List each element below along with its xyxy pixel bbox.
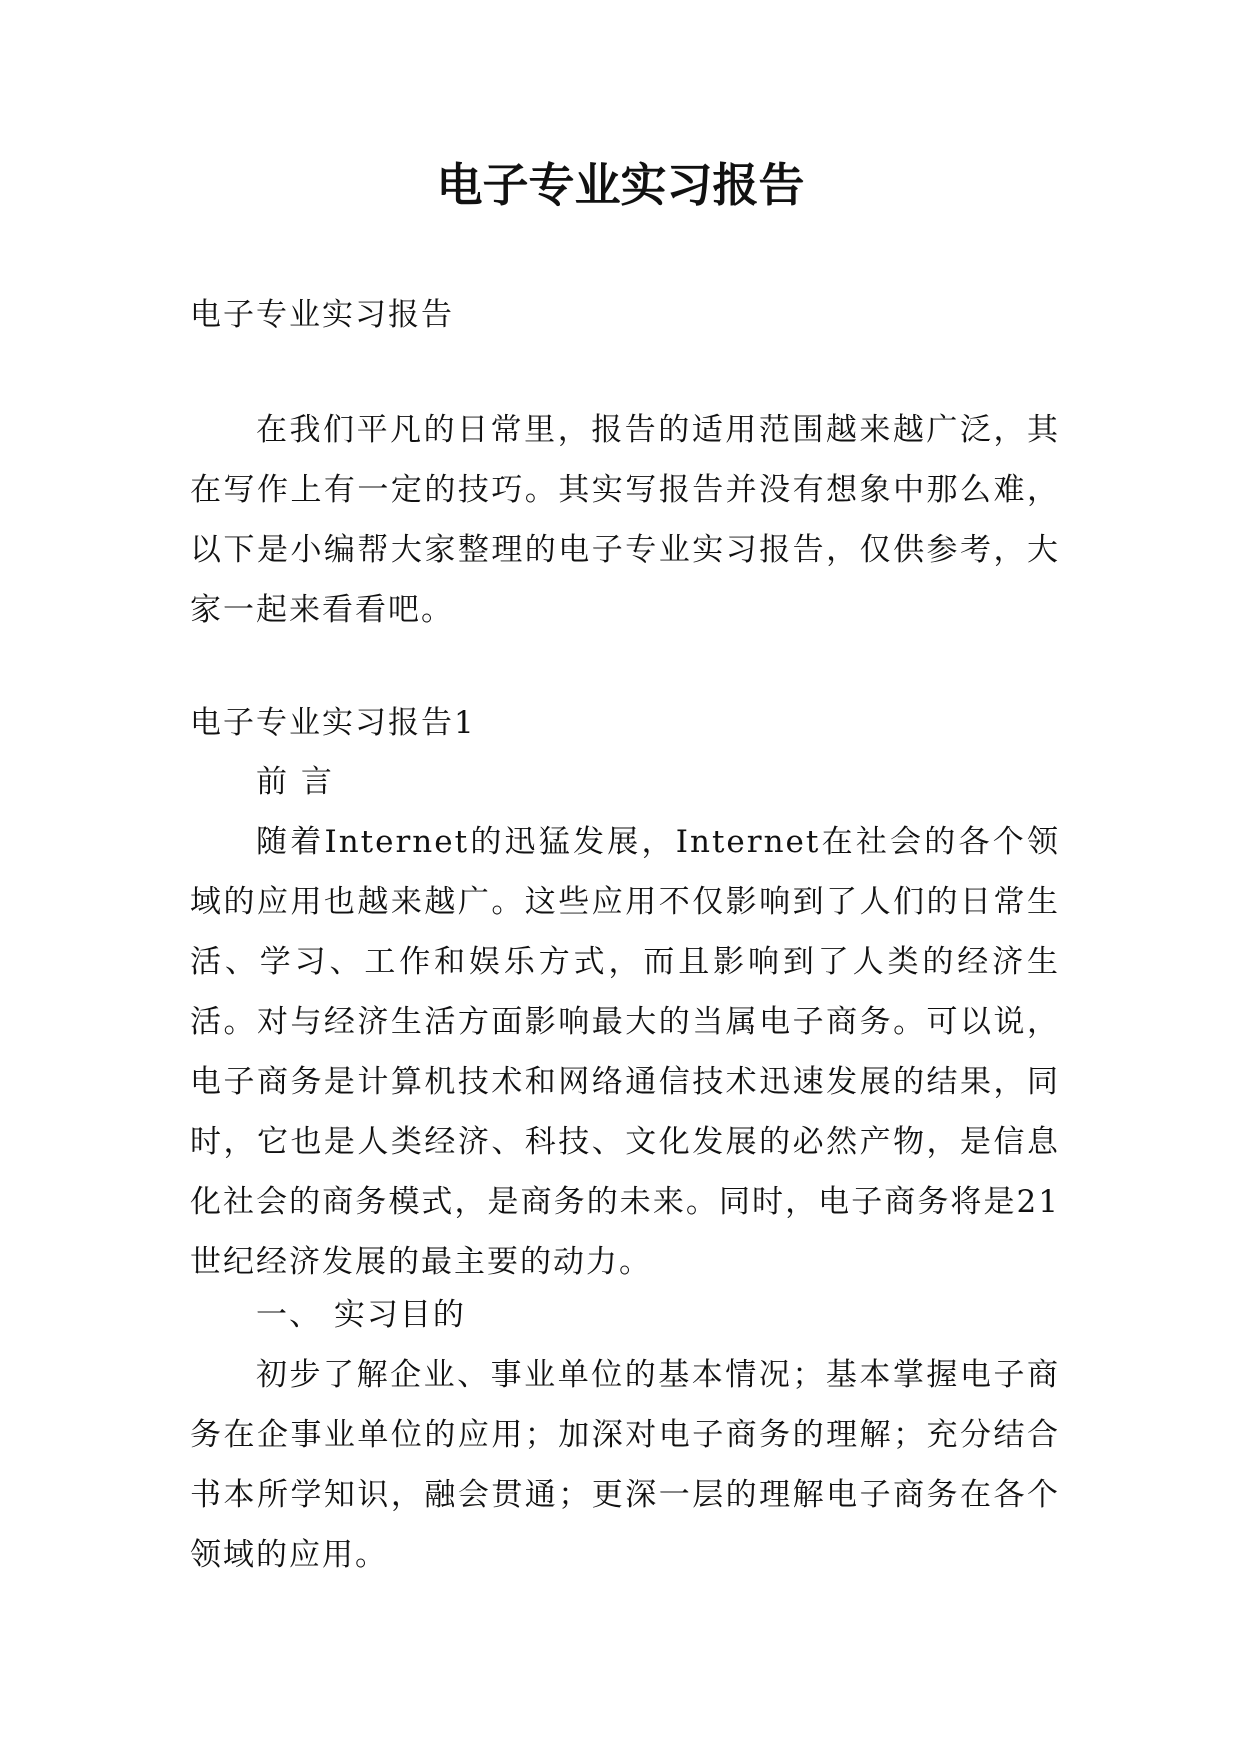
section-1-heading: 一、 实习目的 xyxy=(256,1297,466,1333)
preface-heading: 前 言 xyxy=(256,764,334,800)
preface-paragraph: 随着Internet的迅猛发展，Internet在社会的各个领域的应用也越来越广。这些应用不仅影响到了人们的日常生活、学习、工作和娱乐方式，而且影响到了人类的经济生活。对与经济生活方面影响最大的当属电子商务。可以说，电子商务是计算机技术和网络通信技术迅速发展的结果，同时，它也是人类经济、科技、文化发展的必然产物，是信息化社会的商务模式，是商务的未来。同时，电子商务将是21世纪经济发展的最主要的动力。 xyxy=(190,824,1060,1280)
document-subtitle: 电子专业实习报告 xyxy=(190,297,454,333)
section-1-paragraph: 初步了解企业、事业单位的基本情况；基本掌握电子商务在企事业单位的应用；加深对电子商务的理解；充分结合书本所学知识，融会贯通；更深一层的理解电子商务在各个领域的应用。 xyxy=(190,1357,1060,1573)
intro-paragraph: 在我们平凡的日常里，报告的适用范围越来越广泛，其在写作上有一定的技巧。其实写报告并没有想象中那么难，以下是小编帮大家整理的电子专业实习报告，仅供参考，大家一起来看看吧。 xyxy=(190,412,1060,628)
report-1-heading: 电子专业实习报告1 xyxy=(190,705,476,741)
document-title: 电子专业实习报告 xyxy=(436,158,805,212)
